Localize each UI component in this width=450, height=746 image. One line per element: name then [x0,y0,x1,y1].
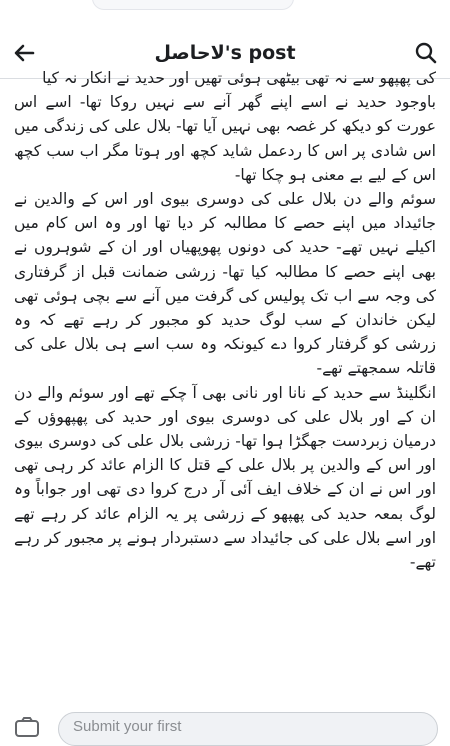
comment-input[interactable]: Submit your first [58,712,438,746]
comment-bar [0,706,450,746]
previous-input-stub [92,0,294,10]
arrow-left-icon [13,42,35,64]
camera-icon[interactable] [14,716,44,738]
page-title: لاحاصل's post [154,42,296,64]
search-icon [414,41,438,65]
post-body [14,66,436,706]
post-text: کی پھپھو سے نہ تھی بیٹھی ہوئی تھیں اور حدید نے انکار نہ کیا باوجود حدید نے اسے اپنے گھر آنے سے نہیں روکا تھا- اسے اس عورت کو دیکھ کر غصہ بھی نہیں آیا تھا- بلال علی کی زندگی میں اس شادی پر اس کا ردعمل شاید کچھ اور ہوتا مگر اب سب کچھ اس کے لیے بے معنی ہو چکا تھا- سوئم والے دن بلال علی کی دوسری بیوی اور اس کے والدین نے جائیداد میں اپنے حصے کا مطالبہ کر دیا تھا اور وہ اس کام میں اکیلے نہیں تھے- حدید کی دونوں پھوپھیاں اور ان کے شوہروں نے بھی اپنے حصے کا مطالبہ کیا تھا- زرشی ضمانت قبل از گرفتاری کی وجہ سے اب تک پولیس کی گرفت میں آنے سے بچی ہوئی تھی لیکن خاندان کے سب لوگ حدید کو مجبور کر رہے تھے کہ وہ زرشی کو گرفتار کروا دے کیونکہ وہ سب اسے ہی بلال علی کی قاتلہ سمجھتے تھے- انگلینڈ سے حدید کے نانا اور نانی بھی آ چکے تھے اور سوئم والے دن ان کے اور بلال علی کی دوسری بیوی اور حدید کی پھپھوؤں کے درمیان زبردست جھگڑا ہوا تھا- زرشی بلال علی کی دوسری بیوی اور اس کے والدین پر بلال علی کے قتل کا الزام عائد کر رہی تھی اور اس نے ان کے خلاف ایف آئی آر درج کروا دی تھی اور جواباً وہ لوگ بمعہ حدید کی پھپھو کے زرشی پر یہ الزام عائد کر رہے تھے اور اسے بلال علی کی جائیداد سے دستبردار ہونے پر مجبور کر رہے تھے- [14,69,436,572]
